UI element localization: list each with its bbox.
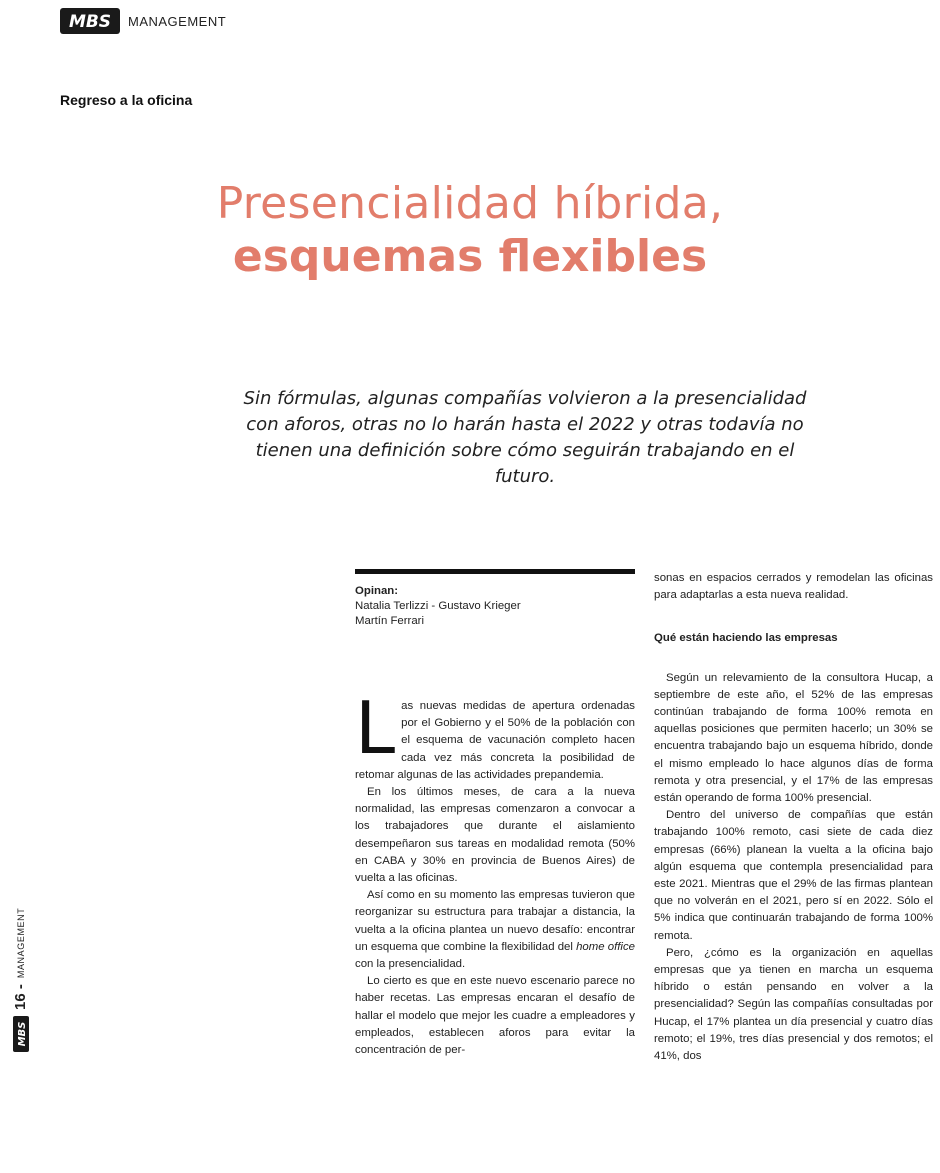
- paragraph-3-b: con la presencialidad.: [355, 958, 466, 971]
- paragraph-1-text: as nuevas medidas de apertura ordenadas por el Gobierno y el 50% de la población con el esquema de vacunación completo hacen cada vez más concreta la posibilidad de retomar algunas de las actividades prepandemia.: [355, 700, 635, 781]
- paragraph-2: En los últimos meses, de cara a la nueva normalidad, las empresas comenzaron a convocar a los trabajadores que durante el aislamiento desempeñaron sus tareas en modalidad remota (50% en CABA y 30% en provincia de Buenos Aires) de vuelta a las oficinas.: [355, 786, 635, 885]
- header-section-label: MANAGEMENT: [128, 13, 227, 29]
- paragraph-8: Pero, ¿cómo es la organización en aquellas empresas que ya tienen en marcha un esquema híbrido o están pensando en volver a la presencialidad? Según las compañías consultadas por Hucap, el 17% plantea un día presencial y cuatro días remoto; el 19%, tres días presencial y dos remotos; el 41%, dos: [654, 946, 933, 1063]
- header-logo: [60, 8, 226, 34]
- paragraph-3-em: home office: [576, 940, 635, 953]
- body-column-2: [654, 570, 933, 1065]
- drop-cap: L: [355, 686, 396, 770]
- paragraph-3-a: Así como en su momento las empresas tuvieron que reorganizar su estructura para trabajar a distancia, la vuelta a la oficina plantea un nuevo desafío: encontrar un esquema que combine la flexibilidad del: [355, 889, 635, 953]
- page-folio: [12, 752, 29, 1052]
- sidebar-rule: [355, 569, 635, 574]
- page-number: 16 -: [12, 984, 29, 1010]
- article-subtitle: Sin fórmulas, algunas compañías volvieron a la presencialidad con aforos, otras no lo harán hasta el 2022 y otras todavía no tienen una definición sobre cómo seguirán trabajando en el futuro.: [243, 388, 807, 487]
- mbs-folio-logo-icon: [13, 1016, 29, 1052]
- paragraph-5: sonas en espacios cerrados y remodelan las oficinas para adaptarlas a esta nueva realidad.: [654, 572, 933, 602]
- subhead: Qué están haciendo las empresas: [654, 632, 838, 645]
- body-column-1: [355, 686, 635, 1059]
- paragraph-1: [355, 686, 635, 784]
- title-line-2: esquemas flexibles: [232, 231, 708, 282]
- paragraph-7: Dentro del universo de compañías que están trabajando 100% remoto, casi siete de cada diez empresas (66%) planean la vuelta a la oficina bajo algún esquema que contempla presencialidad para este 2021. Mientras que el 29% de las firmas plantean que no volverán en el 2021, pero sí en 2022. Sólo el 5% indica que continuarán trabajando de forma 100% remota.: [654, 809, 933, 942]
- paragraph-3: [355, 887, 635, 973]
- folio-label: MANAGEMENT: [15, 907, 26, 979]
- opinan-names-1: Natalia Terlizzi - Gustavo Krieger: [355, 600, 521, 612]
- title-line-1: Presencialidad híbrida,: [216, 178, 724, 229]
- opinan-names-2: Martín Ferrari: [355, 615, 424, 627]
- opinan-heading: Opinan:: [355, 585, 399, 597]
- paragraph-4: Lo cierto es que en este nuevo escenario parece no haber recetas. Las empresas encaran el desafío de hallar el modelo que mejor les cuadre a empleadores y empleados, establecen aforos para evitar la concentración de per-: [355, 975, 635, 1057]
- opinan-box: [355, 584, 521, 629]
- svg-text:MBS: MBS: [16, 1021, 28, 1047]
- svg-text:MBS: MBS: [68, 12, 112, 32]
- article-title: [0, 178, 940, 284]
- section-title: Regreso a la oficina: [60, 92, 193, 108]
- paragraph-6: Según un relevamiento de la consultora Hucap, a septiembre de este año, el 52% de las empresas continúan trabajando de forma 100% remota en aquellas posiciones que permiten hacerlo; un 30% se encuentra trabajando bajo un esquema híbrido, donde el mismo empleado lo hace algunos días de forma remota y otra presencial, y el 17% de las empresas están operando de forma 100% presencial.: [654, 671, 933, 805]
- mbs-logo-icon: [60, 8, 120, 34]
